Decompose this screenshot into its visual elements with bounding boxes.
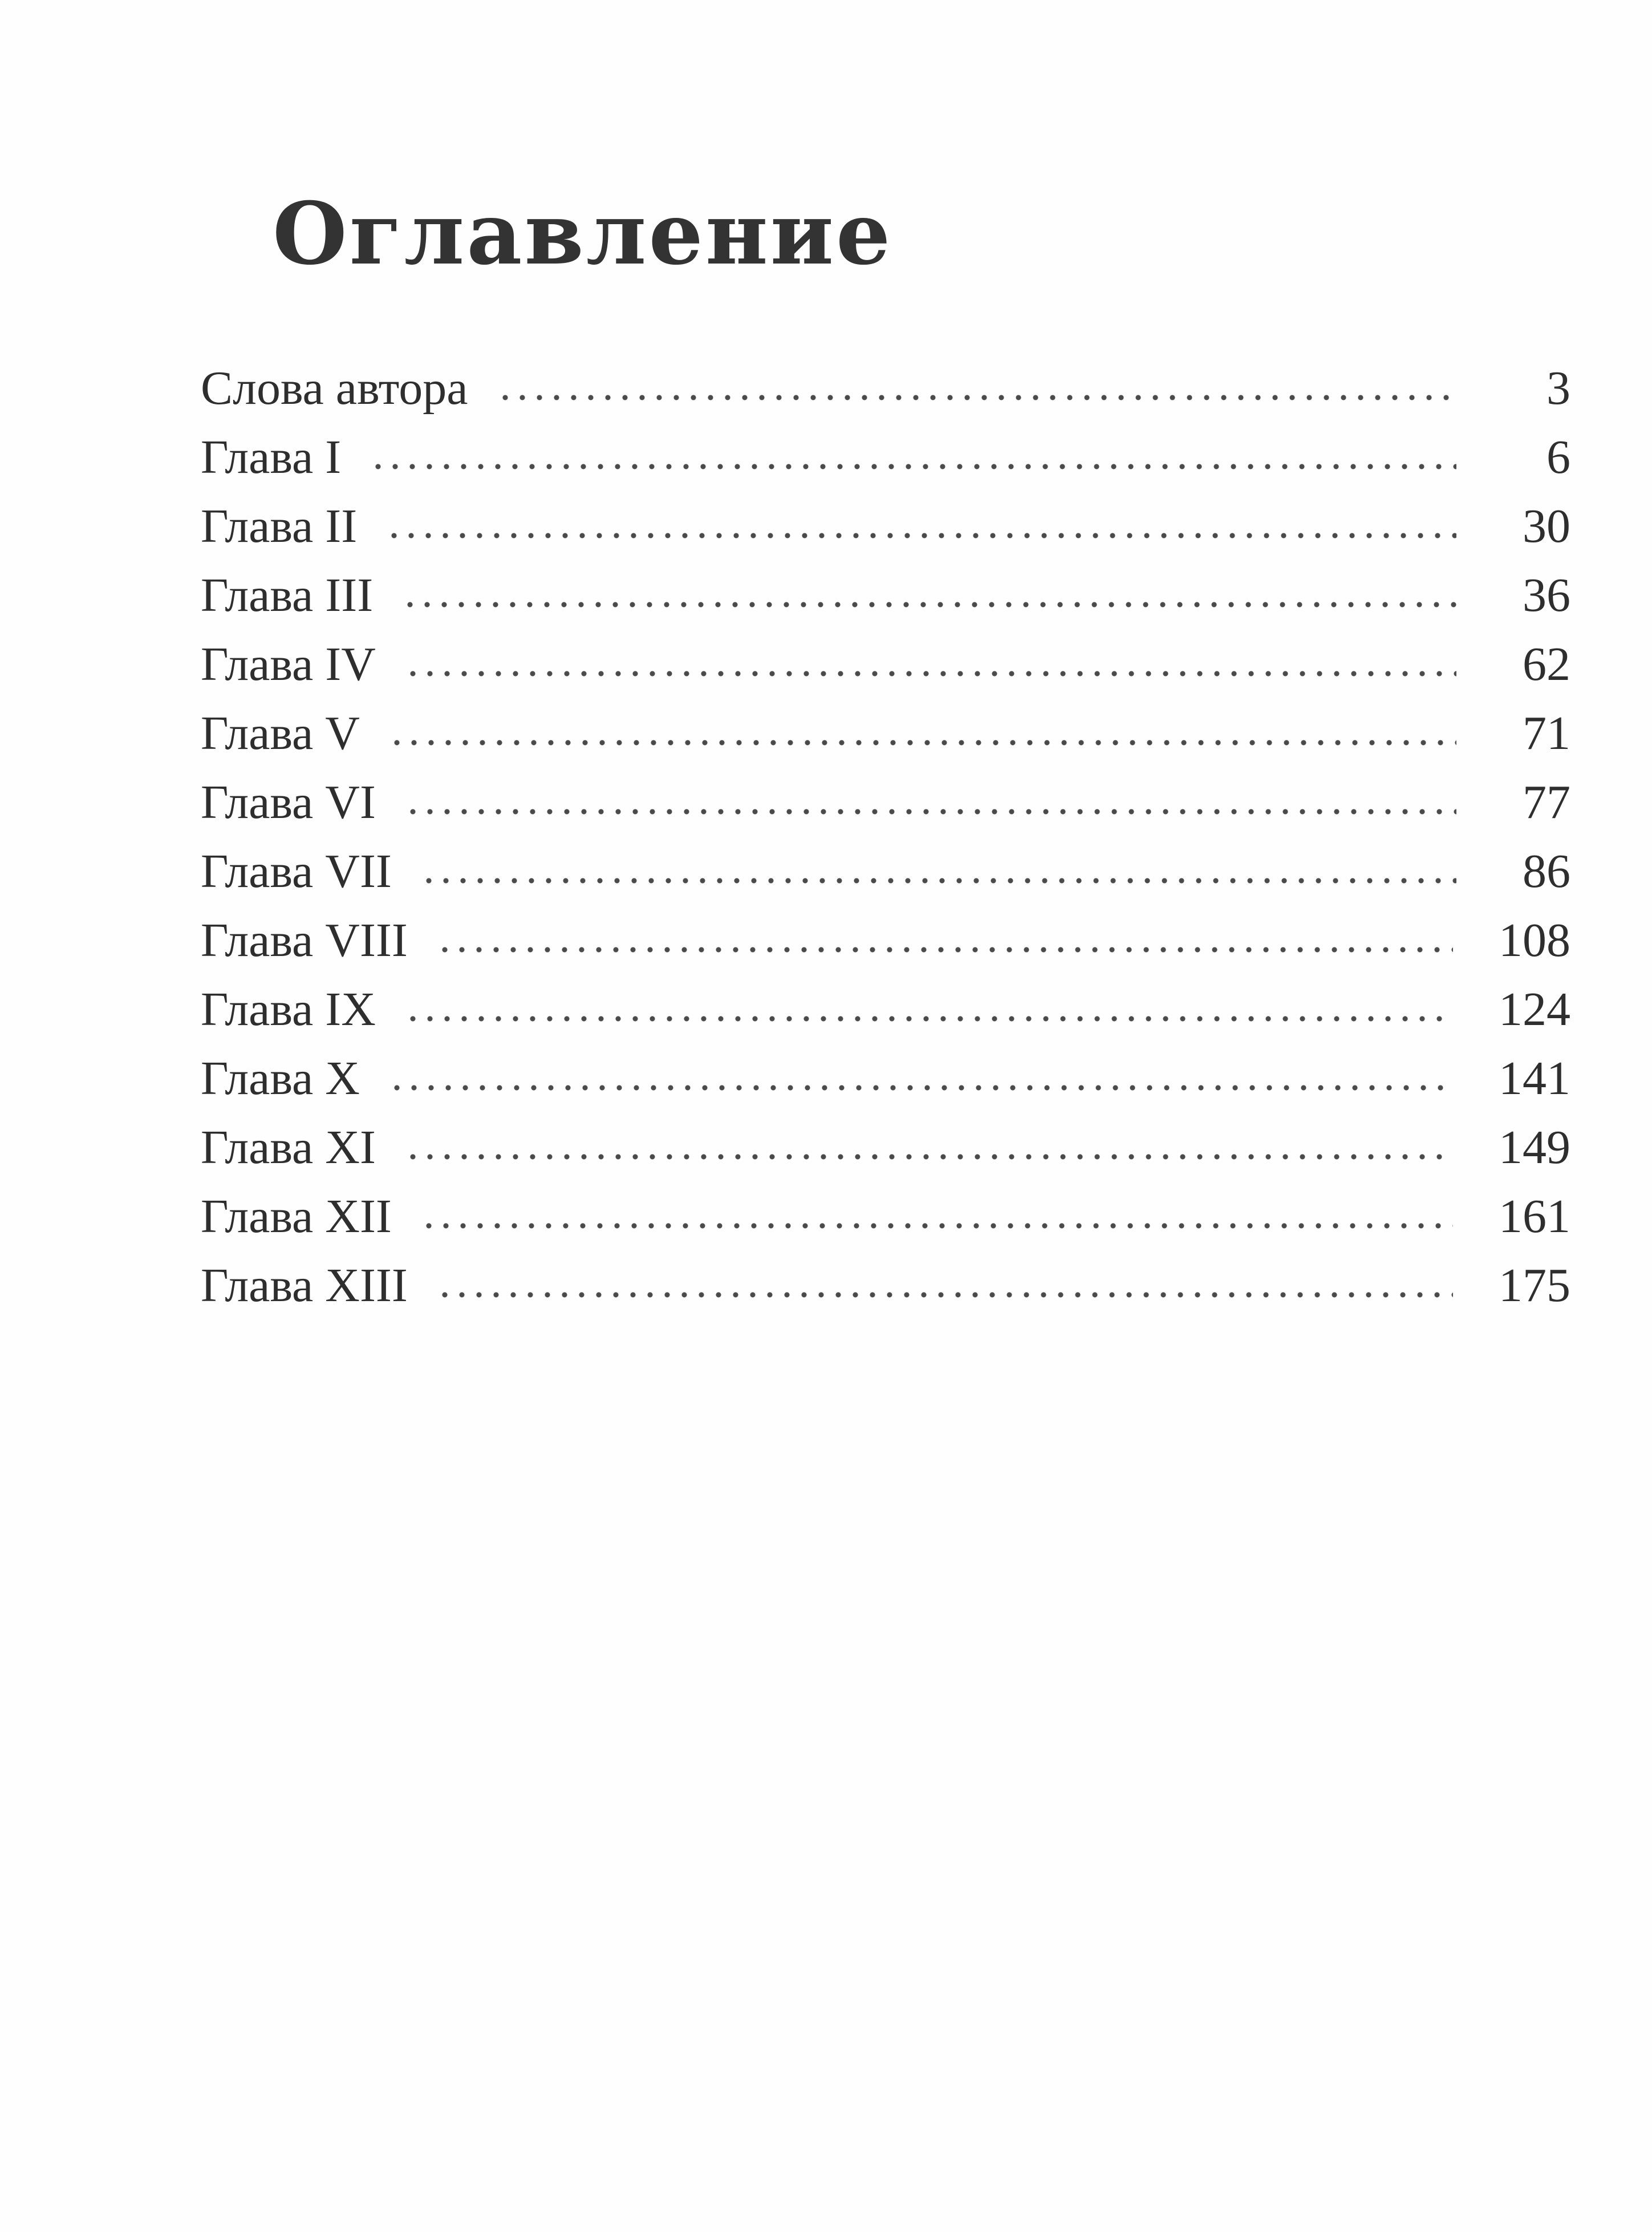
page-heading: Оглавление — [273, 184, 893, 284]
toc-entry-title: Глава XII — [201, 1190, 392, 1243]
toc-entry — [201, 906, 1570, 975]
dot-leader — [388, 1082, 1453, 1093]
toc-entry-title: Глава XIII — [201, 1259, 408, 1312]
toc-entry-page: 149 — [1499, 1121, 1570, 1174]
toc-entry-page: 141 — [1499, 1052, 1570, 1105]
toc-entry-title: Глава V — [201, 707, 360, 760]
toc-entry — [201, 975, 1570, 1044]
toc-entry-title: Слова автора — [201, 362, 468, 415]
toc-entry-title: Глава IX — [201, 983, 376, 1036]
toc-entry-page: 71 — [1523, 707, 1570, 760]
toc-entry — [201, 837, 1570, 906]
toc-entry-page: 30 — [1523, 500, 1570, 553]
toc-entry-title: Глава I — [201, 431, 342, 484]
dot-leader — [436, 1289, 1453, 1301]
dot-leader — [388, 737, 1456, 748]
table-of-contents — [201, 354, 1570, 1320]
toc-entry-title: Глава VII — [201, 845, 392, 898]
toc-entry-title: Глава VIII — [201, 914, 408, 967]
toc-entry — [201, 1113, 1570, 1182]
toc-entry — [201, 1044, 1570, 1113]
dot-leader — [370, 461, 1456, 472]
dot-leader — [436, 944, 1453, 955]
dot-leader — [401, 599, 1456, 610]
toc-entry-page: 62 — [1523, 638, 1570, 691]
toc-entry-page: 124 — [1499, 983, 1570, 1036]
toc-entry-page: 175 — [1499, 1259, 1570, 1312]
toc-entry — [201, 492, 1570, 561]
dot-leader — [404, 806, 1456, 817]
toc-entry-page: 161 — [1499, 1190, 1570, 1243]
toc-entry-title: Глава VI — [201, 776, 376, 829]
toc-entry-title: Глава IV — [201, 638, 376, 691]
toc-entry-page: 6 — [1547, 431, 1570, 484]
dot-leader — [404, 668, 1456, 679]
dot-leader — [404, 1013, 1453, 1024]
dot-leader — [420, 1220, 1453, 1232]
toc-entry — [201, 423, 1570, 492]
toc-entry-page: 108 — [1499, 914, 1570, 967]
toc-entry-title: Глава X — [201, 1052, 360, 1105]
toc-entry — [201, 630, 1570, 699]
toc-entry — [201, 354, 1570, 423]
toc-entry — [201, 561, 1570, 630]
toc-entry — [201, 768, 1570, 837]
toc-entry-title: Глава XI — [201, 1121, 376, 1174]
dot-leader — [420, 875, 1456, 886]
dot-leader — [404, 1151, 1453, 1162]
toc-entry — [201, 1251, 1570, 1320]
toc-entry-page: 36 — [1523, 569, 1570, 622]
toc-entry-page: 3 — [1547, 362, 1570, 415]
toc-entry — [201, 1182, 1570, 1251]
toc-entry-title: Глава III — [201, 569, 374, 622]
toc-entry-title: Глава II — [201, 500, 358, 553]
toc-entry — [201, 699, 1570, 768]
toc-entry-page: 86 — [1523, 845, 1570, 898]
dot-leader — [385, 530, 1456, 541]
dot-leader — [497, 392, 1456, 403]
toc-entry-page: 77 — [1523, 776, 1570, 829]
